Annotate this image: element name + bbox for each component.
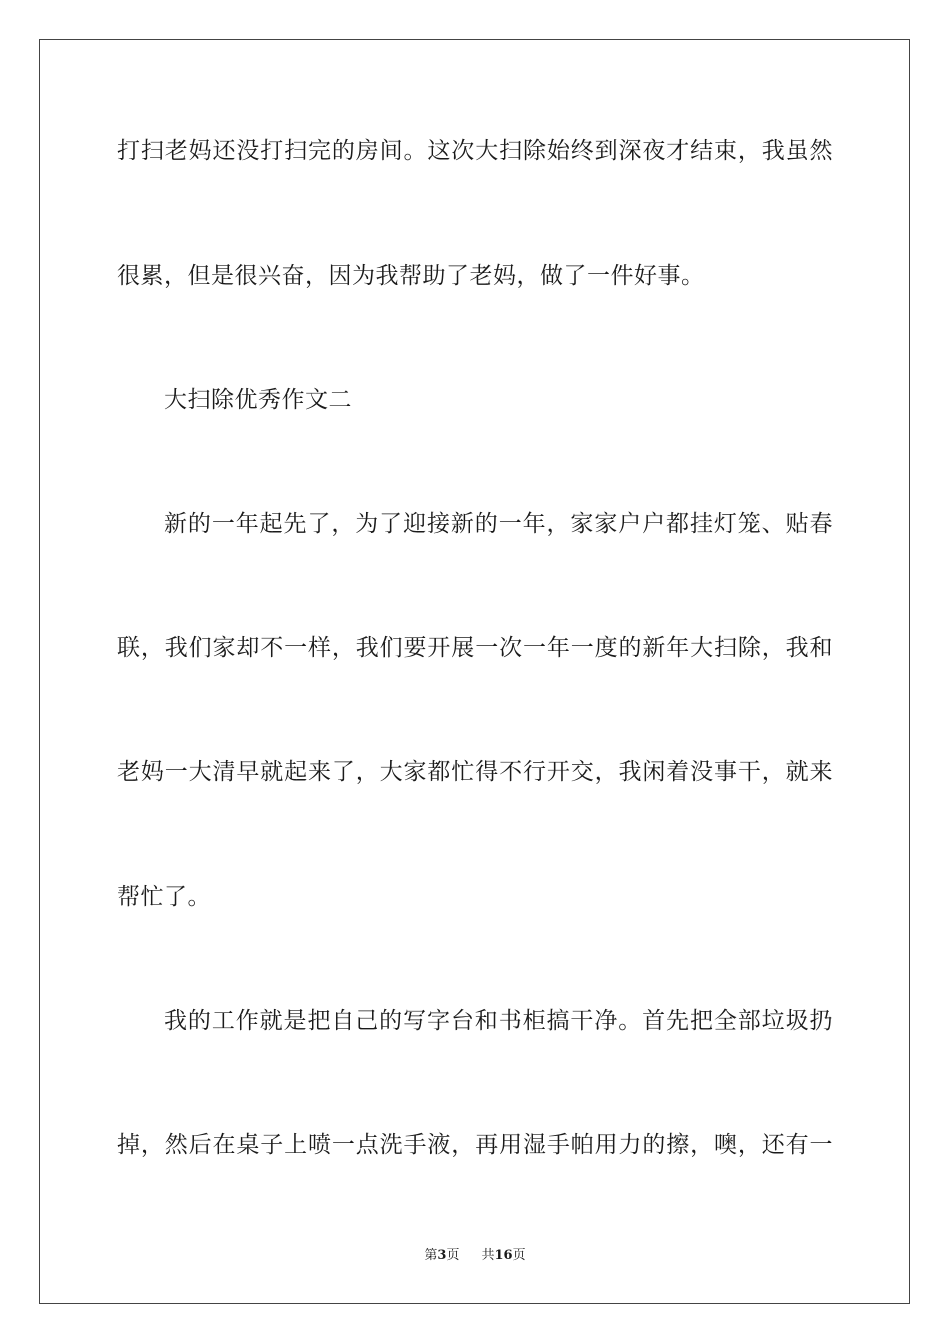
page-suffix: 页 <box>446 1248 460 1263</box>
paragraph-2-line-3: 老妈一大清早就起来了，大家都忙得不行开交，我闲着没事干，就来 <box>117 759 833 785</box>
paragraph-1-line-1: 打扫老妈还没打扫完的房间。这次大扫除始终到深夜才结束，我虽然 <box>117 138 833 164</box>
section-heading: 大扫除优秀作文二 <box>164 387 352 413</box>
paragraph-2-line-2: 联，我们家却不一样，我们要开展一次一年一度的新年大扫除，我和 <box>117 635 833 661</box>
total-pages: 16 <box>494 1248 513 1263</box>
paragraph-2-line-4: 帮忙了。 <box>117 884 211 910</box>
paragraph-2-line-1: 新的一年起先了，为了迎接新的一年，家家户户都挂灯笼、贴春 <box>164 511 833 537</box>
total-suffix: 页 <box>512 1248 526 1263</box>
page-frame <box>39 39 910 1304</box>
paragraph-3-line-1: 我的工作就是把自己的写字台和书柜搞干净。首先把全部垃圾扔 <box>164 1008 833 1034</box>
total-prefix: 共 <box>481 1248 495 1263</box>
page-footer <box>0 1248 950 1264</box>
page-prefix: 第 <box>424 1248 438 1263</box>
page-number: 3 <box>437 1248 447 1263</box>
paragraph-1-line-2: 很累，但是很兴奋，因为我帮助了老妈，做了一件好事。 <box>117 263 705 289</box>
paragraph-3-line-2: 掉，然后在桌子上喷一点洗手液，再用湿手帕用力的擦，噢，还有一 <box>117 1132 833 1158</box>
